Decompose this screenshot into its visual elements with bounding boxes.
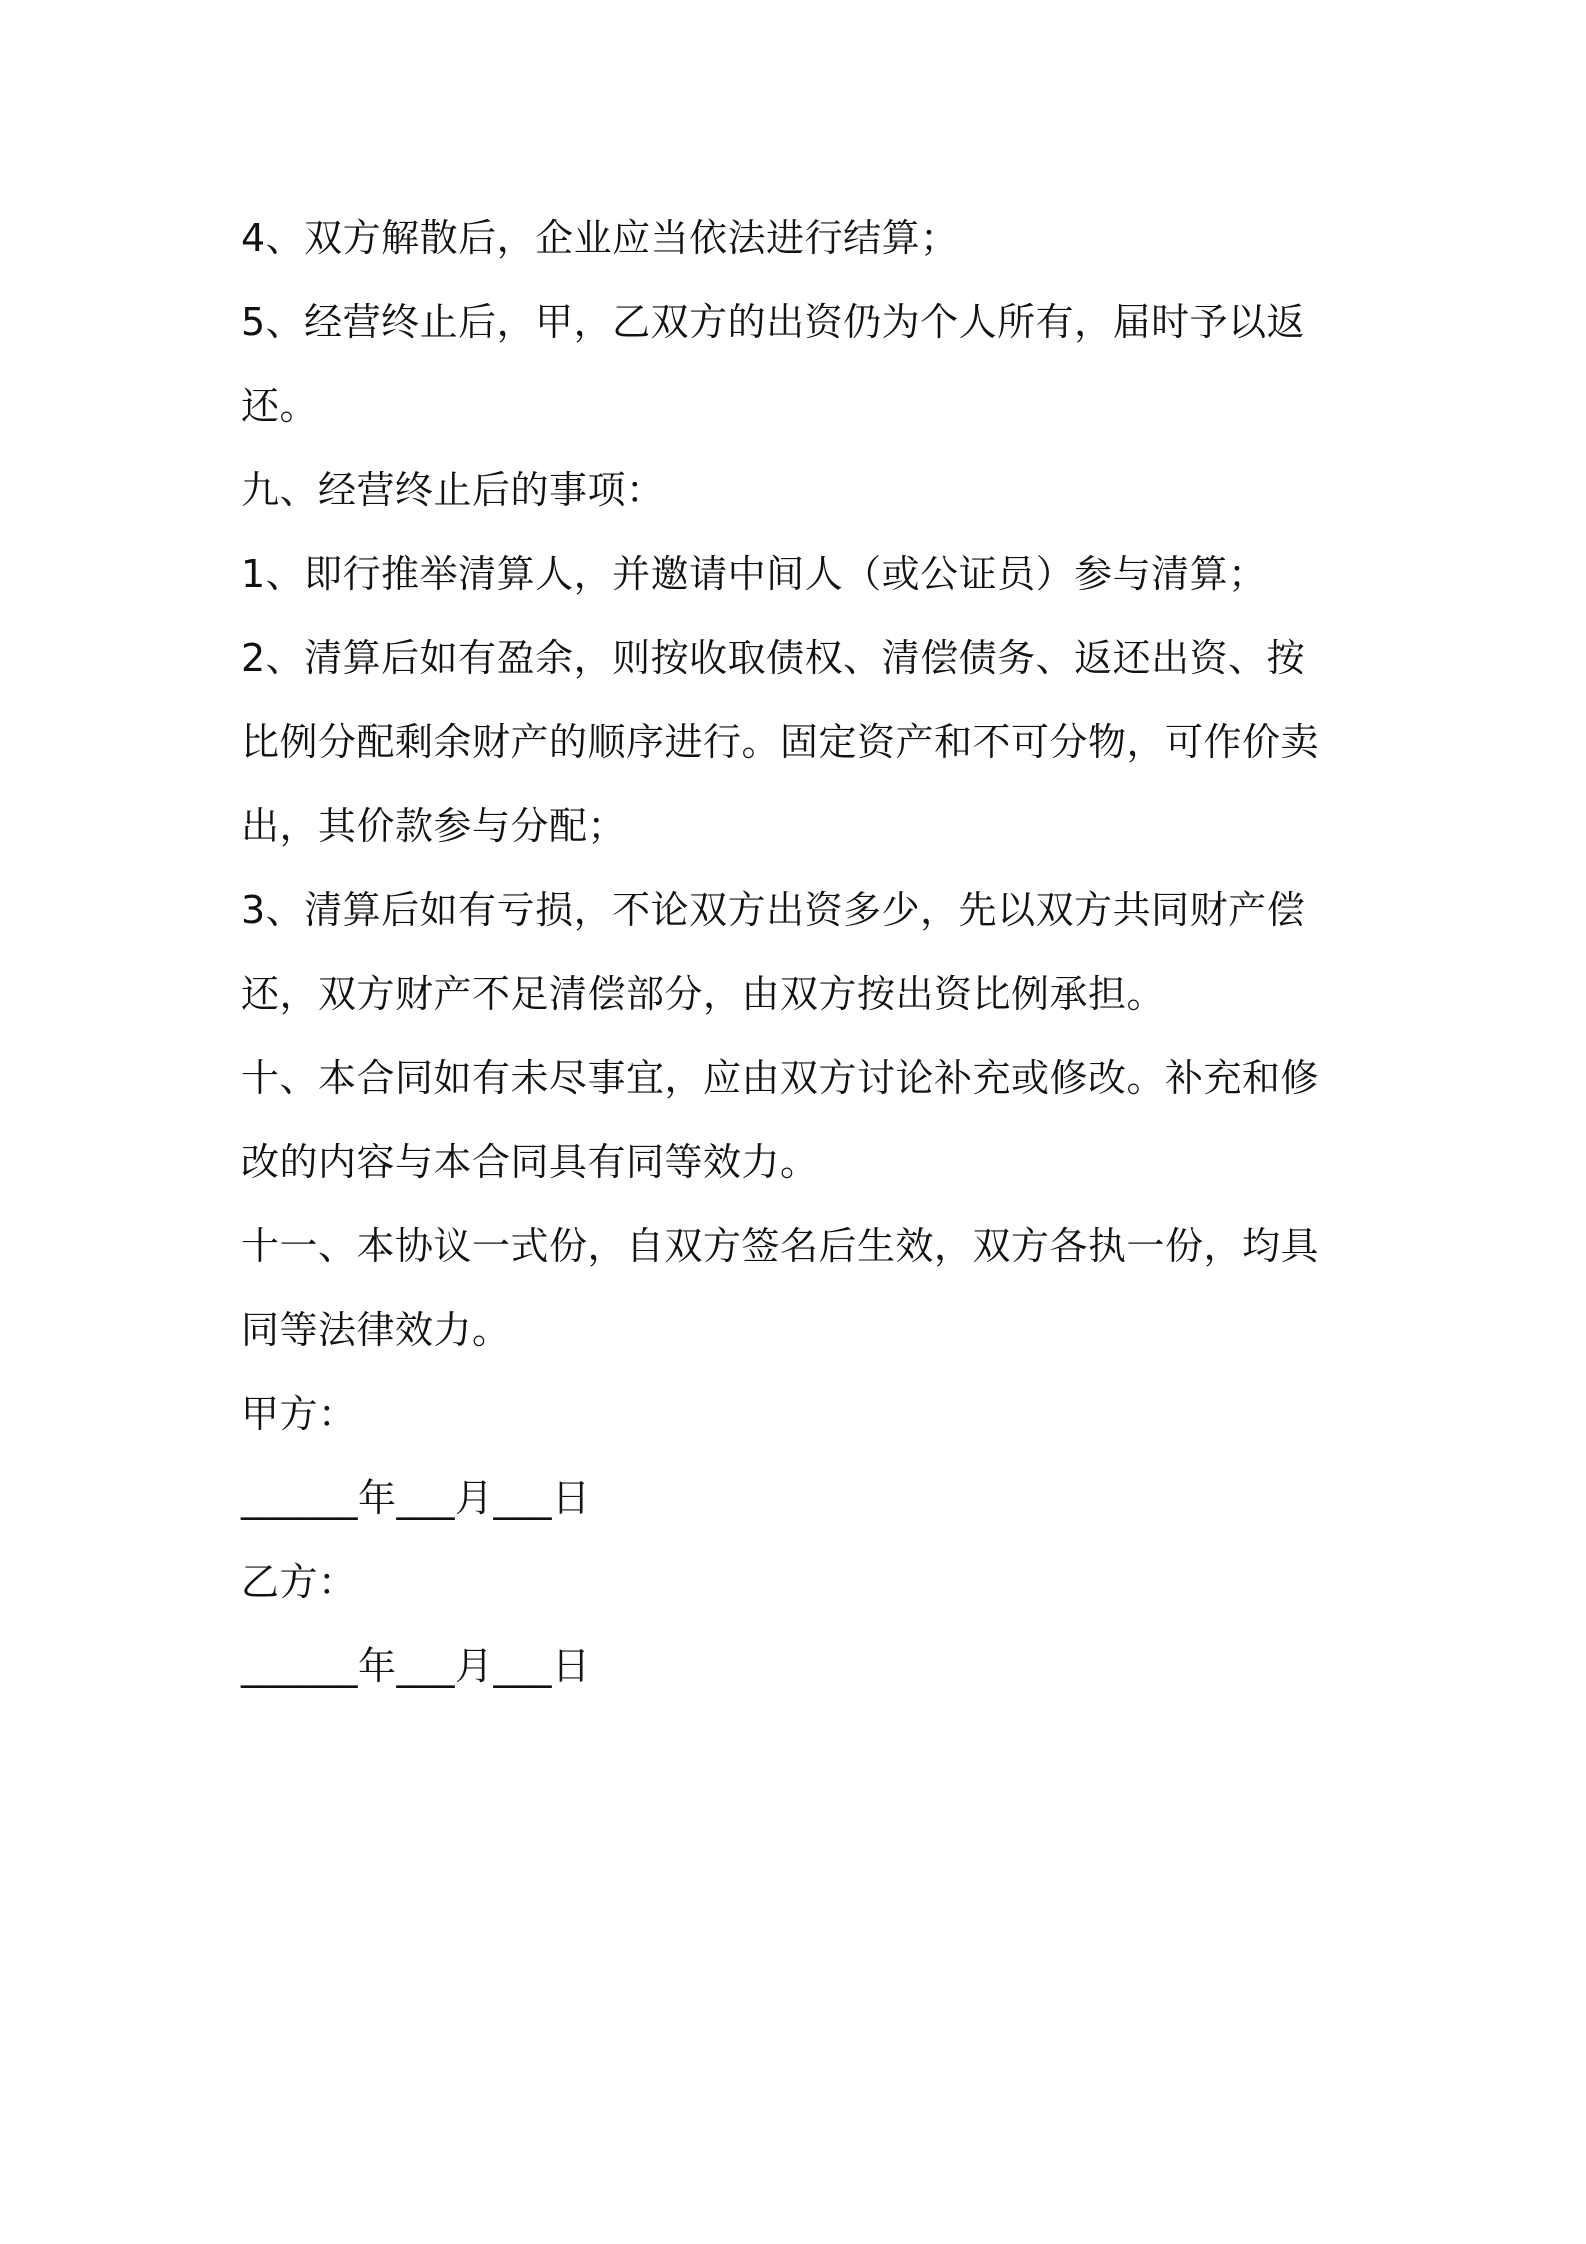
text-line: 九、经营终止后的事项： [241,468,665,512]
clause-4 [241,196,1361,280]
text-line: 比例分配剩余财产的顺序进行。固定资产和不可分物，可作价卖 [241,720,1320,764]
section-11 [241,1204,1361,1372]
clause-9-1 [241,532,1361,616]
text-line: 5、经营终止后，甲，乙双方的出资仍为个人所有，届时予以返 [241,300,1306,344]
text-line: 1、即行推举清算人，并邀请中间人（或公证员）参与清算； [241,552,1267,596]
text-line: 同等法律效力。 [241,1308,511,1352]
text-line: 十一、本协议一式份，自双方签名后生效，双方各执一份，均具 [241,1224,1320,1268]
clause-9-2 [241,616,1361,868]
text-line: 2、清算后如有盈余，则按收取债权、清偿债务、返还出资、按 [241,636,1306,680]
party-a-date-field: ______年___月___日 [241,1476,591,1520]
text-line: 还，双方财产不足清偿部分，由双方按出资比例承担。 [241,972,1166,1016]
section-9-heading [241,448,1361,532]
signature-block [241,1372,1361,1708]
party-b-date-field: ______年___月___日 [241,1644,591,1688]
clause-5 [241,280,1361,448]
text-line: 十、本合同如有未尽事宜，应由双方讨论补充或修改。补充和修 [241,1056,1320,1100]
party-b-label: 乙方： [241,1560,357,1604]
text-line: 改的内容与本合同具有同等效力。 [241,1140,819,1184]
document-body [241,196,1361,1708]
text-line: 出，其价款参与分配； [241,804,627,848]
text-line: 3、清算后如有亏损，不论双方出资多少，先以双方共同财产偿 [241,888,1306,932]
section-10 [241,1036,1361,1204]
clause-9-3 [241,868,1361,1036]
text-line: 4、双方解散后，企业应当依法进行结算； [241,216,959,260]
text-line: 还。 [241,384,319,428]
party-a-label: 甲方： [241,1392,357,1436]
